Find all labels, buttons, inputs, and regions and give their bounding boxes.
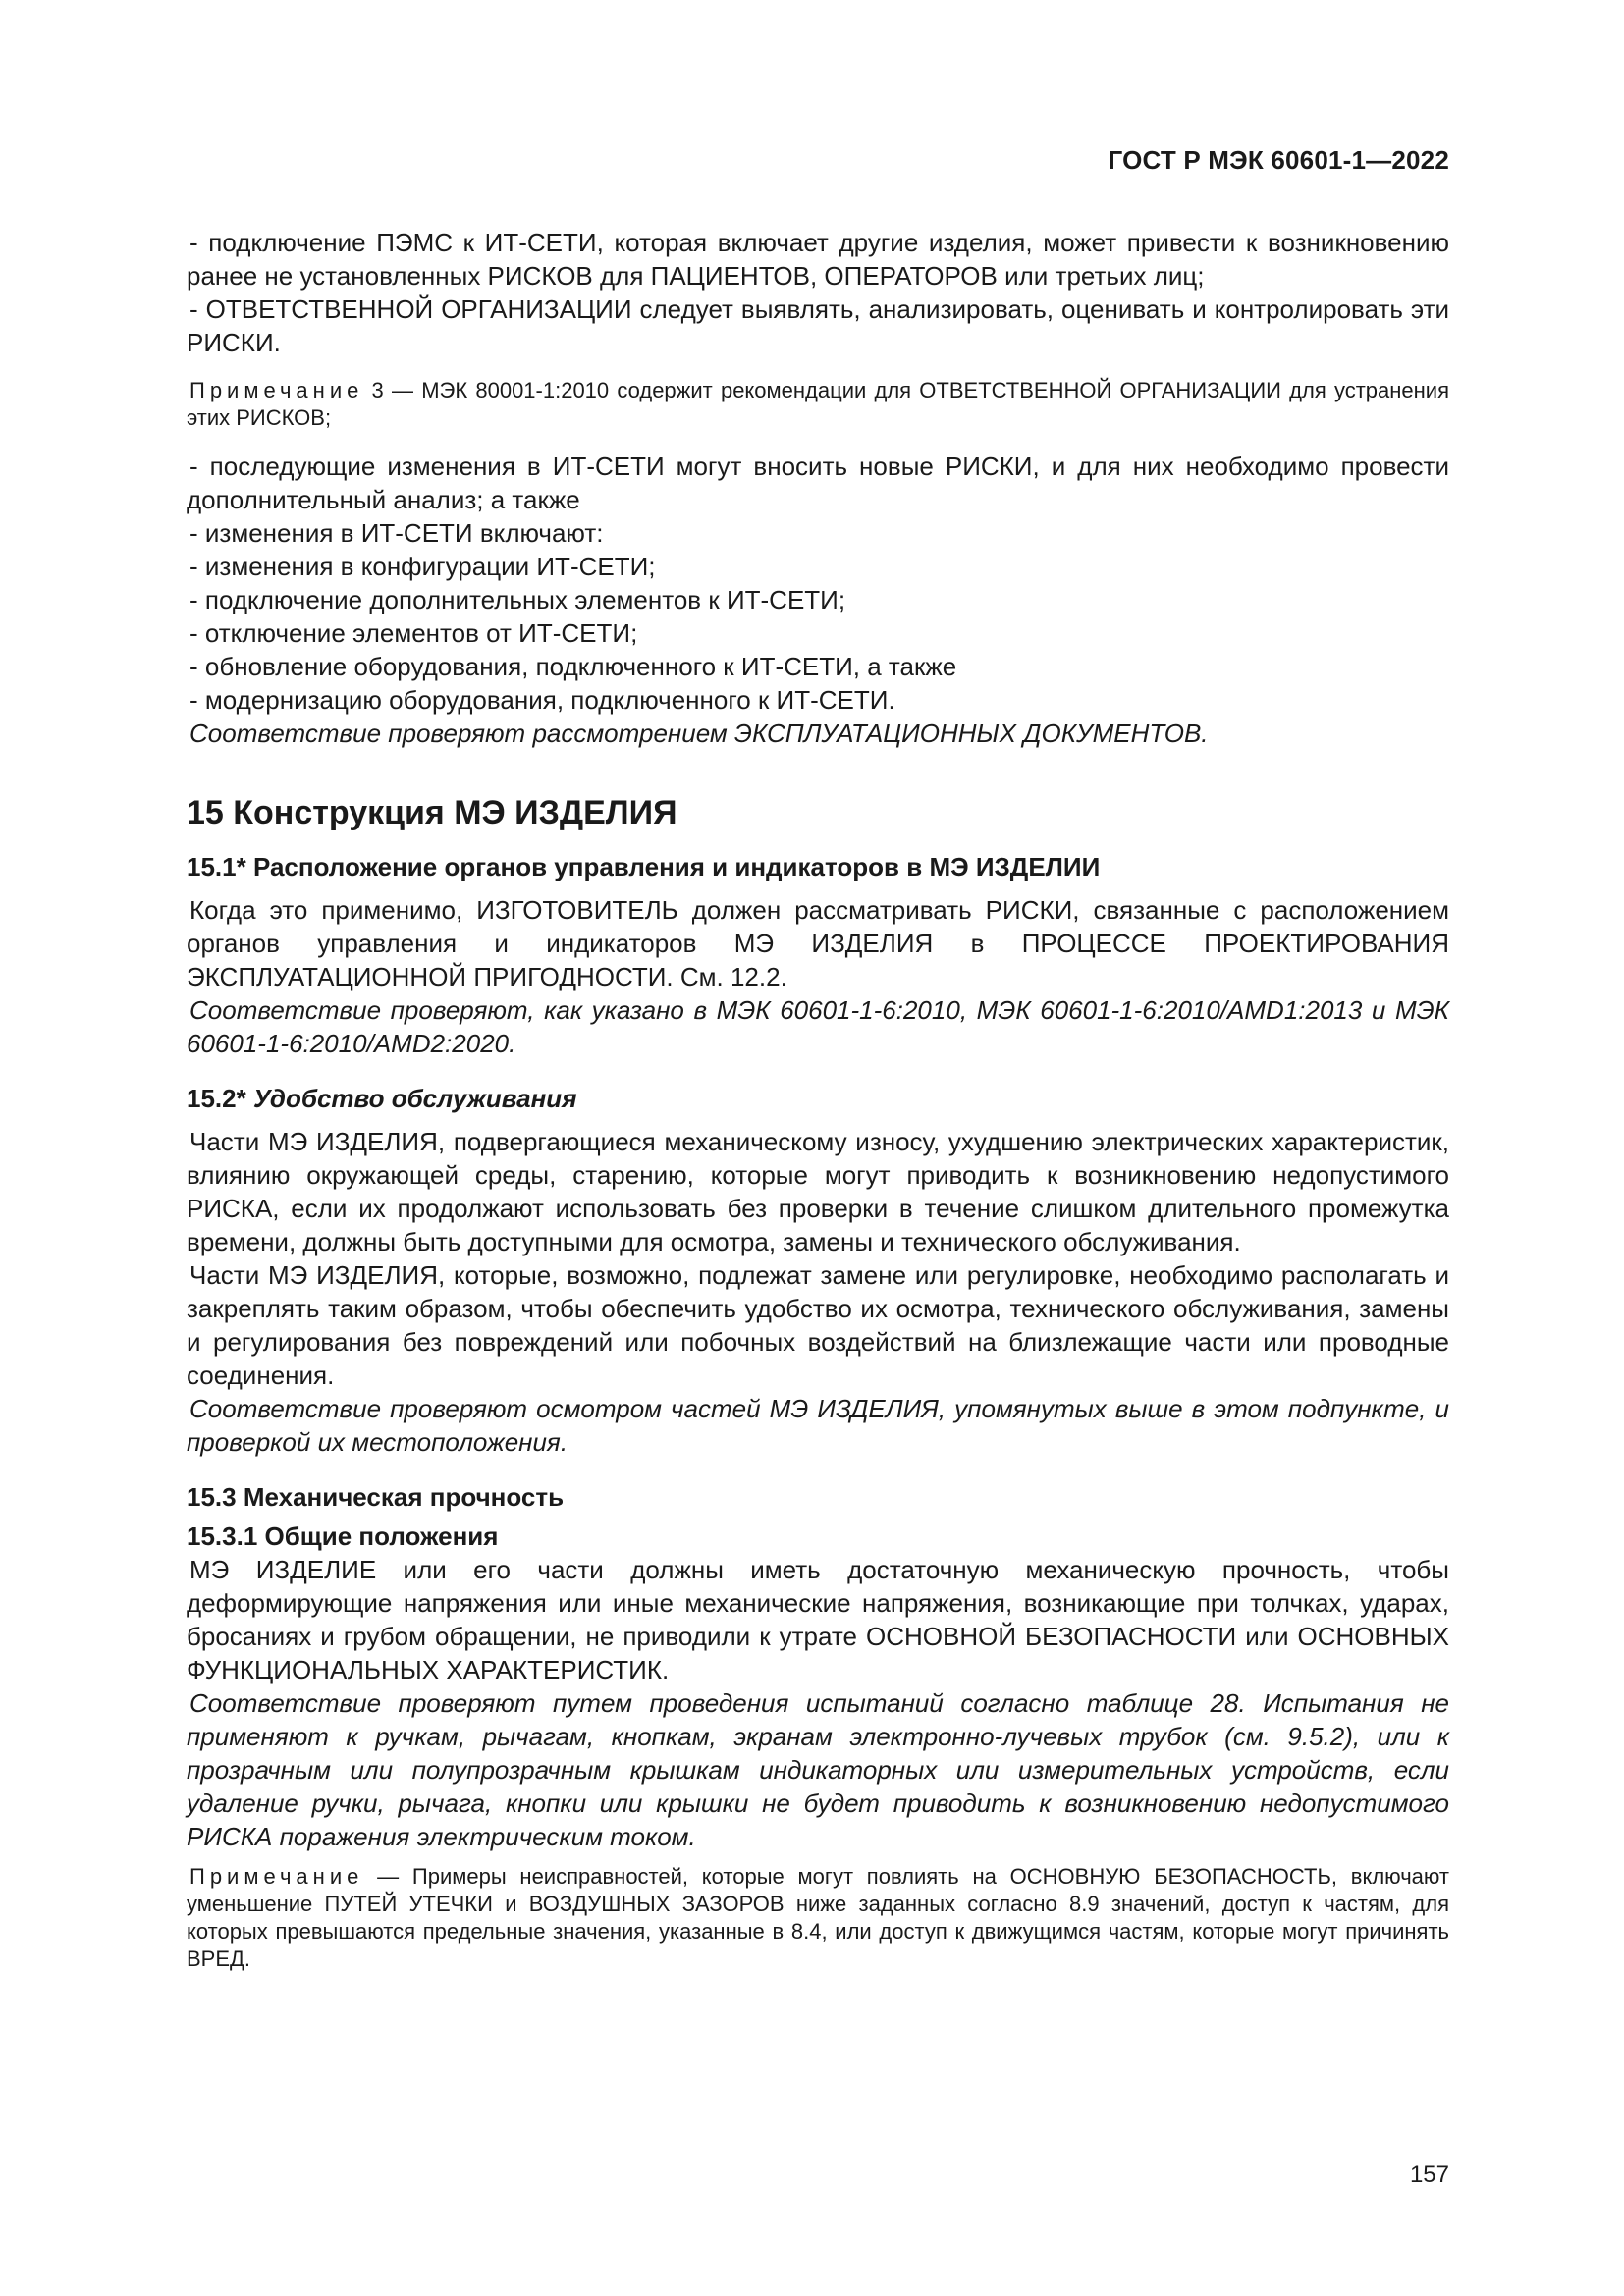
document-page — [187, 0, 1449, 2296]
page-number: 157 — [1409, 2162, 1449, 2188]
section-15-1-compliance: Соответствие проверяют, как указано в МЭК 60601-1-6:2010, МЭК 60601-1-6:2010/AMD1:2013 и МЭК 60601-1-6:2010/AMD2:2020. — [187, 995, 1449, 1058]
section-15-2-title — [187, 1082, 1449, 1115]
section-15-3-1-paragraph: МЭ ИЗДЕЛИЕ или его части должны иметь достаточную механическую прочность, чтобы деформирующие напряжения или иные механические напряжения, возникающие при толчках, ударах, бросаниях и грубом обращении, не приводили к утрате ОСНОВНОЙ БЕЗОПАСНОСТИ или ОСНОВНЫХ ФУНКЦИОНАЛЬНЫХ ХАРАКТЕРИСТИК. — [187, 1555, 1449, 1684]
list-item-upgrade: - модернизацию оборудования, подключенного к ИТ-СЕТИ. — [189, 685, 895, 715]
note-text: — Примеры неисправностей, которые могут повлиять на ОСНОВНУЮ БЕЗОПАСНОСТЬ, включают уменьшение ПУТЕЙ УТЕЧКИ и ВОЗДУШНЫХ ЗАЗОРОВ ниже заданных согласно 8.9 значений, доступ к частям, для которых превышаются предельные значения, указанные в 8.4, или доступ к движущимся частям, которые могут причинять ВРЕД. — [187, 1864, 1449, 1971]
list-item-changes-include: - изменения в ИТ-СЕТИ включают: — [189, 518, 604, 548]
section-15-title: 15 Конструкция МЭ ИЗДЕЛИЯ — [187, 794, 677, 831]
section-15-3-title: 15.3 Механическая прочность — [187, 1482, 565, 1512]
list-item-update: - обновление оборудования, подключенного к ИТ-СЕТИ, а также — [189, 652, 957, 681]
list-item-changes-risks: - последующие изменения в ИТ-СЕТИ могут вносить новые РИСКИ, и для них необходимо провести дополнительный анализ; а также — [187, 452, 1449, 514]
page-content — [187, 226, 1449, 1973]
list-item-config: - изменения в конфигурации ИТ-СЕТИ; — [189, 552, 656, 581]
section-15-2-name: Удобство обслуживания — [252, 1084, 577, 1113]
list-item-add-elements: - подключение дополнительных элементов к ИТ-СЕТИ; — [189, 585, 846, 614]
list-item-connection: - подключение ПЭМС к ИТ-СЕТИ, которая включает другие изделия, может привести к возникновению ранее не установленных РИСКОВ для ПАЦИЕНТОВ, ОПЕРАТОРОВ или третьих лиц; — [187, 228, 1449, 291]
section-15-1-paragraph: Когда это применимо, ИЗГОТОВИТЕЛЬ должен рассматривать РИСКИ, связанные с расположением органов управления и индикаторов МЭ ИЗДЕЛИЯ в ПРОЦЕССЕ ПРОЕКТИРОВАНИЯ ЭКСПЛУАТАЦИОННОЙ ПРИГОДНОСТИ. См. 12.2. — [187, 895, 1449, 991]
note-label: Примечание — [189, 378, 364, 402]
section-15-3-1-title: 15.3.1 Общие положения — [187, 1522, 499, 1551]
note-15-3-1 — [187, 1863, 1449, 1973]
note-label: Примечание — [189, 1864, 364, 1889]
note-text: 3 — МЭК 80001-1:2010 содержит рекомендации для ОТВЕТСТВЕННОЙ ОРГАНИЗАЦИИ для устранения этих РИСКОВ; — [187, 378, 1449, 430]
section-15-2-paragraph-2: Части МЭ ИЗДЕЛИЯ, которые, возможно, подлежат замене или регулировке, необходимо располагать и закреплять таким образом, чтобы обеспечить удобство их осмотра, технического обслуживания, замены и регулирования без повреждений или побочных воздействий на близлежащие части или проводные соединения. — [187, 1260, 1449, 1390]
list-item-responsible-org: - ОТВЕТСТВЕННОЙ ОРГАНИЗАЦИИ следует выявлять, анализировать, оценивать и контролировать эти РИСКИ. — [187, 294, 1449, 357]
section-15-2-paragraph-1: Части МЭ ИЗДЕЛИЯ, подвергающиеся механическому износу, ухудшению электрических характеристик, влиянию окружающей среды, старению, которые могут приводить к возникновению недопустимого РИСКА, если их продолжают использовать без проверки в течение слишком длительного промежутка времени, должны быть доступными для осмотра, замены и технического обслуживания. — [187, 1127, 1449, 1256]
note-3 — [187, 377, 1449, 432]
section-15-2-compliance: Соответствие проверяют осмотром частей МЭ ИЗДЕЛИЯ, упомянутых выше в этом подпункте, и проверкой их местоположения. — [187, 1394, 1449, 1457]
document-header: ГОСТ Р МЭК 60601-1—2022 — [1108, 145, 1449, 175]
list-item-remove-elements: - отключение элементов от ИТ-СЕТИ; — [189, 618, 638, 648]
section-15-2-number: 15.2* — [187, 1084, 253, 1113]
section-15-1-title: 15.1* Расположение органов управления и индикаторов в МЭ ИЗДЕЛИИ — [187, 852, 1101, 881]
section-15-3-1-compliance: Соответствие проверяют путем проведения испытаний согласно таблице 28. Испытания не применяют к ручкам, рычагам, кнопкам, экранам электронно-лучевых трубок (см. 9.5.2), или к прозрачным или полупрозрачным крышкам индикаторных или измерительных устройств, если удаление ручки, рычага, кнопки или крышки не будет приводить к возникновению недопустимого РИСКА поражения электрическим током. — [187, 1688, 1449, 1851]
compliance-intro: Соответствие проверяют рассмотрением ЭКСПЛУАТАЦИОННЫХ ДОКУМЕНТОВ. — [189, 719, 1209, 748]
